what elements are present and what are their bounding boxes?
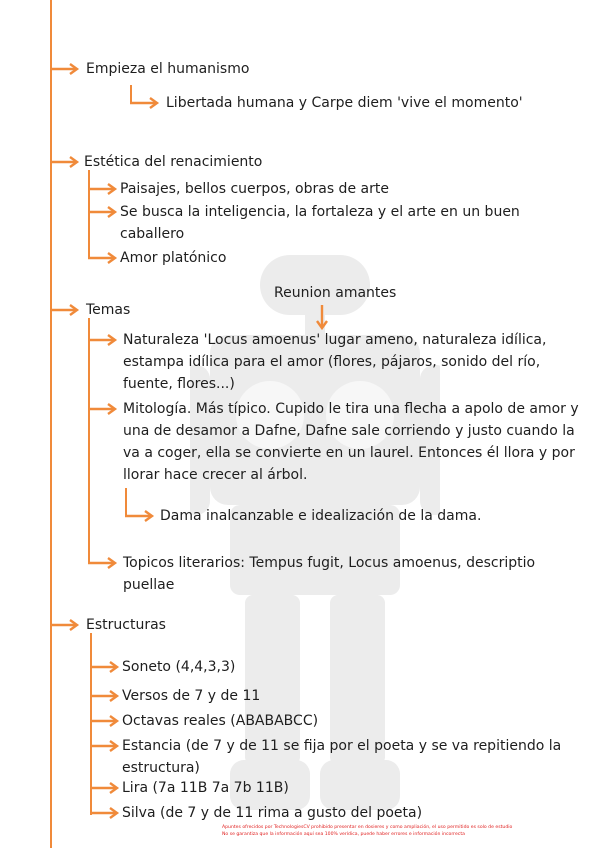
arrow-icon (50, 618, 84, 632)
annotation-reunion: Reunion amantes (274, 285, 397, 301)
arrow-icon (90, 739, 124, 753)
node-estructuras: Estructuras (86, 617, 166, 633)
node-versos: Versos de 7 y de 11 (122, 688, 261, 704)
arrow-icon (88, 402, 122, 416)
footer-line-1: Apuntes ofrecidos por TechnologiesCV prohibido presentar en dosieres y como ampliación, el uso permitido es solo de estudio (222, 825, 513, 830)
arrow-icon (50, 155, 84, 169)
footer-disclaimer (222, 824, 594, 838)
footer-line-2: No se garantiza que la información aquí sea 100% verídica, puede haber errores e información incorrecta (222, 832, 465, 837)
arrow-icon (88, 205, 122, 219)
arrow-icon (50, 62, 84, 76)
arrow-icon (90, 781, 124, 795)
main-trunk-line (50, 0, 52, 848)
arrow-icon (125, 509, 159, 523)
branch-line (88, 318, 90, 564)
node-temas: Temas (86, 302, 131, 318)
node-mitologia: Mitología. Más típico. Cupido le tira una flecha a apolo de amor y una de desamor a Dafne, Dafne sale corriendo y justo cuando la va a coger, ella se convierte en un laurel. Entonces él llora y por llorar hace crecer al árbol. (123, 401, 579, 483)
arrow-icon (88, 251, 122, 265)
arrow-icon (90, 806, 124, 820)
node-silva: Silva (de 7 y de 11 rima a gusto del poeta) (122, 805, 423, 821)
node-amor-platonico: Amor platónico (120, 250, 227, 266)
node-estancia: Estancia (de 7 y de 11 se fija por el poeta y se va repitiendo la estructura) (122, 738, 562, 776)
node-libertad: Libertada humana y Carpe diem 'vive el momento' (166, 95, 523, 111)
arrow-icon (90, 660, 124, 674)
arrow-icon (90, 714, 124, 728)
node-naturaleza: Naturaleza 'Locus amoenus' lugar ameno, naturaleza idílica, estampa idílica para el amor (flores, pájaros, sonido del río, fuente, flores...) (123, 332, 547, 392)
node-topicos: Topicos literarios: Tempus fugit, Locus amoenus, descriptio puellae (123, 555, 536, 593)
node-soneto: Soneto (4,4,3,3) (122, 659, 236, 675)
node-lira: Lira (7a 11B 7a 7b 11B) (122, 780, 289, 796)
arrow-icon (88, 556, 122, 570)
node-estetica: Estética del renacimiento (84, 154, 263, 170)
arrow-icon (130, 96, 164, 110)
arrow-icon (88, 333, 122, 347)
node-humanismo: Empieza el humanismo (86, 61, 250, 77)
arrow-icon (88, 182, 122, 196)
node-octavas: Octavas reales (ABABABCC) (122, 713, 319, 729)
node-inteligencia: Se busca la inteligencia, la fortaleza y el arte en un buen caballero (120, 204, 520, 242)
node-paisajes: Paisajes, bellos cuerpos, obras de arte (120, 181, 389, 197)
arrow-down-icon (315, 305, 329, 331)
arrow-icon (90, 689, 124, 703)
node-dama: Dama inalcanzable e idealización de la dama. (160, 508, 482, 524)
arrow-icon (50, 303, 84, 317)
